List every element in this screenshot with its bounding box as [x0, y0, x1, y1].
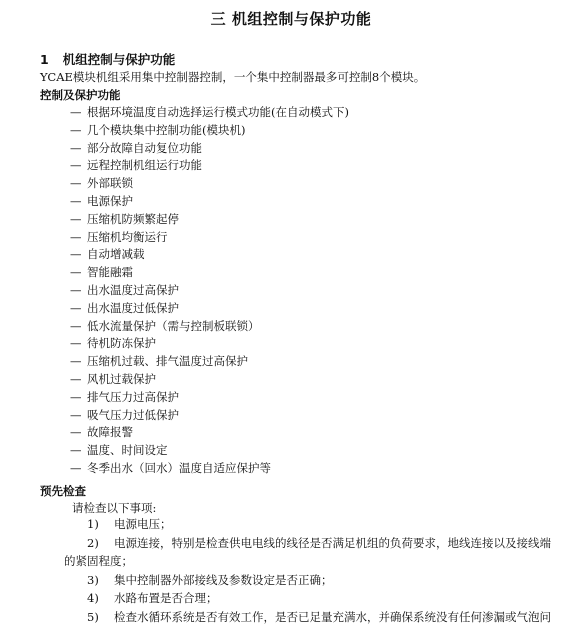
list-dash: —: [70, 158, 82, 173]
chapter-title: 三 机组控制与保护功能: [210, 10, 372, 28]
list-item: 1) 电源电压；: [0, 515, 582, 534]
list-dash: —: [70, 318, 82, 333]
list-item: — 出水温度过高保护: [70, 282, 349, 300]
list-dash: —: [70, 265, 82, 280]
list-item: 3) 集中控制器外部接线及参数设定是否正确；: [0, 571, 582, 590]
list-item: — 冬季出水（回水）温度自适应保护等: [70, 460, 349, 478]
list-dash: —: [70, 211, 82, 226]
list-item: — 几个模块集中控制功能(模块机): [70, 122, 349, 140]
list-item: — 故障报警: [70, 424, 349, 442]
list-item: — 智能融霜: [70, 264, 349, 282]
list-dash: —: [70, 176, 82, 191]
list-dash: —: [70, 407, 82, 422]
list-item: — 自动增减载: [70, 246, 349, 264]
list-item: — 压缩机均衡运行: [70, 229, 349, 247]
list-dash: —: [70, 460, 82, 475]
list-dash: —: [70, 122, 82, 137]
list-item: 2) 电源连接，特别是检查供电电线的线径是否满足机组的负荷要求，地线连接以及接线端 的紧固程度；: [64, 535, 551, 568]
item-number: 3): [87, 572, 99, 587]
list-item: — 风机过载保护: [70, 371, 349, 389]
list-item: — 温度、时间设定: [70, 442, 349, 460]
precheck-heading: 预先检查: [40, 484, 86, 498]
list-item: — 根据环境温度自动选择运行模式功能(在自动模式下): [70, 104, 349, 122]
list-item: — 待机防冻保护: [70, 335, 349, 353]
item-number: 5): [87, 609, 99, 624]
list-dash: —: [70, 425, 82, 440]
list-item: — 吸气压力过低保护: [70, 407, 349, 425]
list-item: — 外部联锁: [70, 175, 349, 193]
list-item: — 电源保护: [70, 193, 349, 211]
list-dash: —: [70, 300, 82, 315]
list-dash: —: [70, 247, 82, 262]
feature-list: [70, 104, 349, 478]
precheck-list: [0, 515, 582, 626]
list-dash: —: [70, 140, 82, 155]
item-number: 1): [87, 517, 99, 531]
section-number: 1: [40, 52, 49, 67]
list-dash: —: [70, 389, 82, 404]
item-number: 2): [87, 535, 99, 550]
list-dash: —: [70, 371, 82, 386]
list-item: — 远程控制机组运行功能: [70, 157, 349, 175]
section-intro: YCAE模块机组采用集中控制器控制，一个集中控制器最多可控制8个模块。: [40, 70, 426, 84]
list-dash: —: [70, 193, 82, 208]
list-dash: —: [70, 443, 82, 458]
list-dash: —: [70, 105, 82, 119]
list-item: — 部分故障自动复位功能: [70, 140, 349, 158]
list-dash: —: [70, 282, 82, 297]
list-dash: —: [70, 336, 82, 351]
list-item: 4) 水路布置是否合理；: [0, 589, 582, 608]
section-title-text: 机组控制与保护功能: [62, 52, 176, 67]
precheck-lead: 请检查以下事项:: [72, 501, 157, 515]
control-heading: 控制及保护功能: [40, 88, 121, 102]
list-item: — 出水温度过低保护: [70, 300, 349, 318]
list-dash: —: [70, 354, 82, 369]
item-number: 4): [87, 591, 99, 605]
list-item: 5) 检查水循环系统是否有效工作，是否已足量充满水，并确保系统没有任何渗漏或气泡问: [0, 608, 582, 627]
list-item: — 压缩机防频繁起停: [70, 211, 349, 229]
list-dash: —: [70, 229, 82, 244]
section-title: [40, 50, 175, 68]
list-item: — 排气压力过高保护: [70, 389, 349, 407]
list-item: — 压缩机过载、排气温度过高保护: [70, 353, 349, 371]
list-item: — 低水流量保护（需与控制板联锁）: [70, 318, 349, 336]
